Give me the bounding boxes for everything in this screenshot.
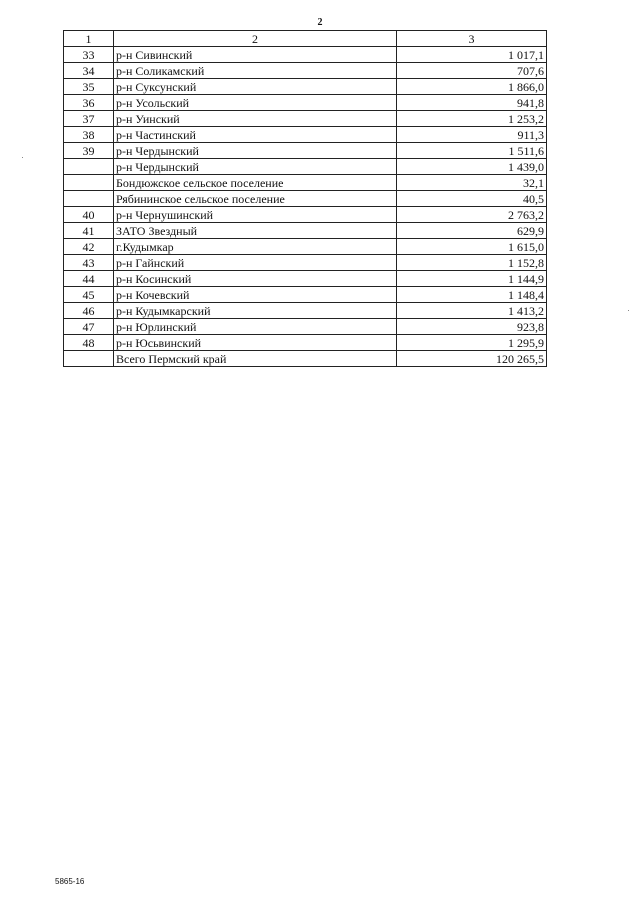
table-row (64, 351, 547, 367)
header-cell-2: 2 (114, 31, 397, 47)
row-value-cell: 1 511,6 (397, 143, 547, 159)
table-row (64, 319, 547, 335)
header-cell-3: 3 (397, 31, 547, 47)
row-name-cell: Всего Пермский край (114, 351, 397, 367)
row-value-cell: 40,5 (397, 191, 547, 207)
row-number-cell: 45 (64, 287, 114, 303)
row-name-cell: р-н Чердынский (114, 159, 397, 175)
row-value-cell: 1 615,0 (397, 239, 547, 255)
row-name-cell: р-н Усольский (114, 95, 397, 111)
row-value-cell: 707,6 (397, 63, 547, 79)
row-name-cell: р-н Юрлинский (114, 319, 397, 335)
row-value-cell: 941,8 (397, 95, 547, 111)
table-row (64, 239, 547, 255)
row-value-cell: 120 265,5 (397, 351, 547, 367)
row-number-cell: 36 (64, 95, 114, 111)
row-value-cell: 1 152,8 (397, 255, 547, 271)
row-name-cell: р-н Кочевский (114, 287, 397, 303)
row-name-cell: Рябининское сельское поселение (114, 191, 397, 207)
row-number-cell: 38 (64, 127, 114, 143)
row-value-cell: 1 144,9 (397, 271, 547, 287)
table-row (64, 111, 547, 127)
row-number-cell: 44 (64, 271, 114, 287)
row-number-cell: 47 (64, 319, 114, 335)
table-row (64, 287, 547, 303)
row-name-cell: Бондюжское сельское поселение (114, 175, 397, 191)
row-name-cell: р-н Косинский (114, 271, 397, 287)
row-number-cell: 42 (64, 239, 114, 255)
row-name-cell: р-н Чернушинский (114, 207, 397, 223)
data-table (63, 30, 547, 367)
row-name-cell: р-н Частинский (114, 127, 397, 143)
row-name-cell: р-н Сивинский (114, 47, 397, 63)
row-value-cell: 911,3 (397, 127, 547, 143)
row-number-cell (64, 159, 114, 175)
row-number-cell (64, 191, 114, 207)
row-number-cell: 39 (64, 143, 114, 159)
row-name-cell: р-н Кудымкарский (114, 303, 397, 319)
table-row (64, 63, 547, 79)
table-row (64, 207, 547, 223)
row-value-cell: 1 253,2 (397, 111, 547, 127)
row-number-cell: 35 (64, 79, 114, 95)
row-value-cell: 2 763,2 (397, 207, 547, 223)
row-value-cell: 32,1 (397, 175, 547, 191)
table-row (64, 271, 547, 287)
table-row (64, 175, 547, 191)
row-value-cell: 1 439,0 (397, 159, 547, 175)
row-number-cell: 37 (64, 111, 114, 127)
row-name-cell: р-н Уинский (114, 111, 397, 127)
row-value-cell: 1 866,0 (397, 79, 547, 95)
row-number-cell: 34 (64, 63, 114, 79)
row-value-cell: 1 413,2 (397, 303, 547, 319)
row-number-cell: 48 (64, 335, 114, 351)
row-value-cell: 1 148,4 (397, 287, 547, 303)
row-number-cell (64, 175, 114, 191)
row-number-cell (64, 351, 114, 367)
table-row (64, 143, 547, 159)
table-row (64, 47, 547, 63)
row-name-cell: ЗАТО Звездный (114, 223, 397, 239)
table-header-row (64, 31, 547, 47)
scan-speck (22, 157, 23, 158)
table-row (64, 223, 547, 239)
row-value-cell: 1 295,9 (397, 335, 547, 351)
scan-speck (628, 310, 629, 311)
table-row (64, 335, 547, 351)
row-value-cell: 1 017,1 (397, 47, 547, 63)
table-row (64, 79, 547, 95)
row-name-cell: г.Кудымкар (114, 239, 397, 255)
table-row (64, 159, 547, 175)
table-row (64, 303, 547, 319)
header-cell-1: 1 (64, 31, 114, 47)
row-name-cell: р-н Чердынский (114, 143, 397, 159)
row-number-cell: 40 (64, 207, 114, 223)
table-body (64, 31, 547, 367)
row-name-cell: р-н Гайнский (114, 255, 397, 271)
table-row (64, 95, 547, 111)
table-row (64, 191, 547, 207)
document-code: 5865-16 (55, 877, 85, 886)
table-row (64, 127, 547, 143)
row-number-cell: 41 (64, 223, 114, 239)
row-value-cell: 629,9 (397, 223, 547, 239)
table-row (64, 255, 547, 271)
row-name-cell: р-н Юсьвинский (114, 335, 397, 351)
row-number-cell: 46 (64, 303, 114, 319)
row-number-cell: 33 (64, 47, 114, 63)
row-value-cell: 923,8 (397, 319, 547, 335)
row-name-cell: р-н Суксунский (114, 79, 397, 95)
row-name-cell: р-н Соликамский (114, 63, 397, 79)
row-number-cell: 43 (64, 255, 114, 271)
page-number: 2 (317, 17, 323, 28)
